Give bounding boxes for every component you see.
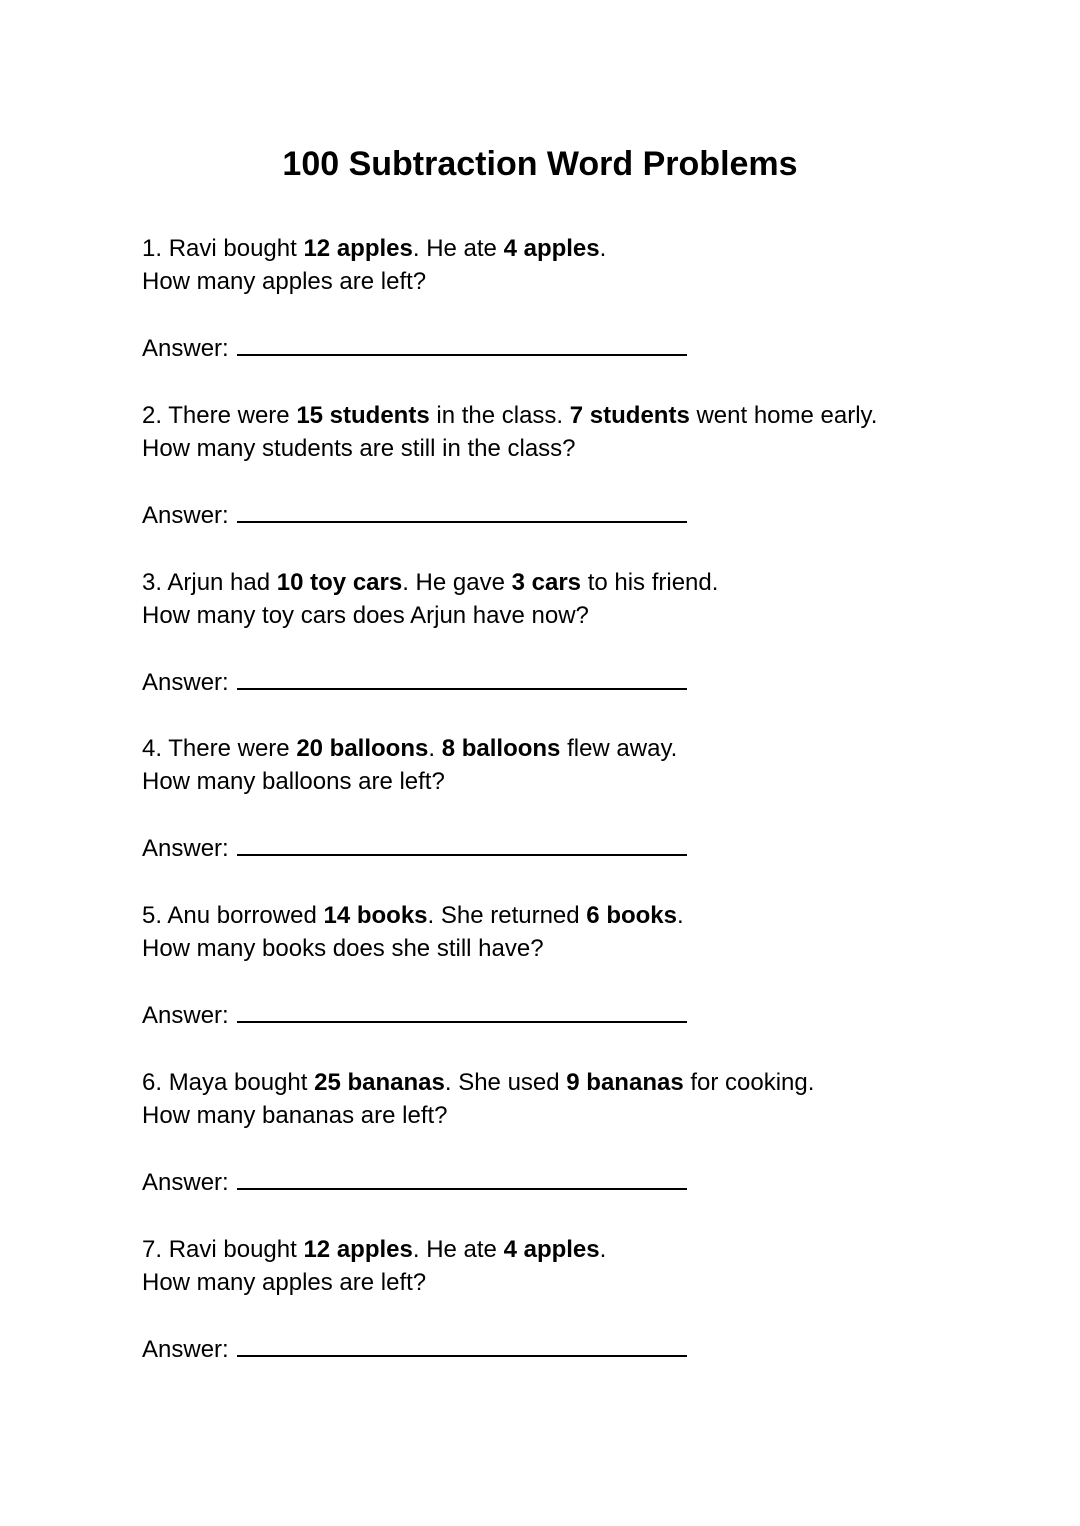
problem-3 (142, 566, 1042, 699)
problem-statement (142, 1066, 1042, 1099)
problem-number: 6. (142, 1069, 163, 1096)
statement-text: for cooking. (690, 1069, 815, 1096)
problem-statement (142, 1233, 1042, 1266)
problem-1 (142, 232, 1042, 365)
problem-2 (142, 399, 1042, 532)
answer-row (142, 830, 1042, 865)
quantity: 15 students (296, 402, 430, 429)
statement-text: . (428, 735, 436, 762)
answer-row (142, 497, 1042, 532)
answer-row (142, 330, 1042, 365)
quantity: 3 cars (511, 569, 582, 596)
answer-label: Answer: (142, 1002, 229, 1029)
answer-label: Answer: (142, 1169, 229, 1196)
answer-blank[interactable] (237, 1331, 687, 1357)
statement-text: Ravi bought (168, 235, 297, 262)
statement-text: Anu borrowed (167, 902, 317, 929)
problem-statement (142, 399, 1042, 432)
statement-text: There were (168, 735, 290, 762)
problem-statement (142, 566, 1042, 599)
problem-number: 3. (142, 569, 163, 596)
statement-text: . She used (444, 1069, 560, 1096)
problem-question: How many apples are left? (142, 268, 427, 295)
problem-number: 1. (142, 235, 163, 262)
quantity: 14 books (323, 902, 428, 929)
answer-blank[interactable] (237, 497, 687, 523)
problem-number: 7. (142, 1236, 163, 1263)
quantity: 25 bananas (314, 1069, 445, 1096)
statement-text: went home early. (696, 402, 878, 429)
quantity: 12 apples (303, 1236, 413, 1263)
quantity: 9 bananas (566, 1069, 684, 1096)
problem-statement (142, 732, 1042, 765)
statement-text: to his friend. (587, 569, 719, 596)
statement-text: There were (168, 402, 290, 429)
quantity: 4 apples (503, 235, 600, 262)
answer-row (142, 1164, 1042, 1199)
problem-number: 5. (142, 902, 163, 929)
statement-text: in the class. (436, 402, 564, 429)
page-title: 100 Subtraction Word Problems (282, 145, 798, 183)
problem-7 (142, 1233, 1042, 1366)
statement-text: Arjun had (167, 569, 271, 596)
answer-blank[interactable] (237, 664, 687, 690)
answer-row (142, 1331, 1042, 1366)
problem-question: How many toy cars does Arjun have now? (142, 602, 589, 629)
answer-row (142, 664, 1042, 699)
answer-label: Answer: (142, 1336, 229, 1363)
statement-text: . (599, 235, 607, 262)
statement-text: Ravi bought (168, 1236, 297, 1263)
quantity: 4 apples (503, 1236, 600, 1263)
statement-text: flew away. (567, 735, 678, 762)
statement-text: . He ate (412, 1236, 497, 1263)
problem-statement (142, 232, 1042, 265)
quantity: 20 balloons (296, 735, 429, 762)
statement-text: Maya bought (168, 1069, 308, 1096)
statement-text: . (599, 1236, 607, 1263)
problem-question: How many bananas are left? (142, 1102, 448, 1129)
problem-4 (142, 732, 1042, 865)
problem-6 (142, 1066, 1042, 1199)
quantity: 12 apples (303, 235, 413, 262)
answer-label: Answer: (142, 669, 229, 696)
answer-blank[interactable] (237, 1164, 687, 1190)
problem-5 (142, 899, 1042, 1032)
problem-number: 2. (142, 402, 163, 429)
answer-label: Answer: (142, 335, 229, 362)
problem-question: How many apples are left? (142, 1269, 427, 1296)
statement-text: . She returned (427, 902, 580, 929)
answer-row (142, 997, 1042, 1032)
quantity: 6 books (586, 902, 677, 929)
quantity: 8 balloons (441, 735, 561, 762)
problem-statement (142, 899, 1042, 932)
statement-text: . (677, 902, 684, 929)
answer-label: Answer: (142, 835, 229, 862)
answer-blank[interactable] (237, 330, 687, 356)
answer-blank[interactable] (237, 830, 687, 856)
problem-question: How many books does she still have? (142, 935, 544, 962)
problem-question: How many students are still in the class? (142, 435, 576, 462)
quantity: 7 students (569, 402, 690, 429)
problem-question: How many balloons are left? (142, 768, 445, 795)
answer-label: Answer: (142, 502, 229, 529)
statement-text: . He gave (402, 569, 505, 596)
statement-text: . He ate (412, 235, 497, 262)
quantity: 10 toy cars (276, 569, 403, 596)
answer-blank[interactable] (237, 997, 687, 1023)
problem-number: 4. (142, 735, 163, 762)
